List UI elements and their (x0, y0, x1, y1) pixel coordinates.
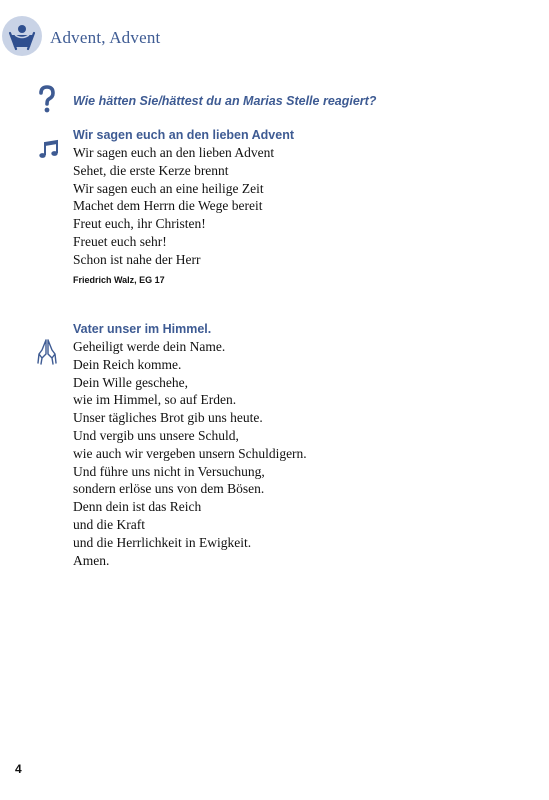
header-title: Advent, Advent (50, 28, 161, 47)
reflection-question: Wie hätten Sie/hättest du an Marias Stelle reagiert? (73, 94, 377, 108)
song-line: Freuet euch sehr! (73, 233, 167, 249)
song-line: Machet dem Herrn die Wege bereit (73, 198, 263, 214)
prayer-title: Vater unser im Himmel. (73, 322, 212, 336)
song-title: Wir sagen euch an den lieben Advent (73, 128, 294, 142)
prayer-line: Und führe uns nicht in Versuchung, (73, 463, 265, 479)
prayer-line: und die Kraft (73, 516, 145, 532)
song-line: Wir sagen euch an den lieben Advent (73, 145, 275, 160)
prayer-block (73, 321, 307, 569)
prayer-line: Geheiligt werde dein Name. (73, 339, 226, 354)
section-header (0, 14, 549, 64)
song-line: Sehet, die erste Kerze brennt (73, 162, 229, 178)
nativity-manger-icon (2, 16, 42, 56)
prayer-line: sondern erlöse uns von dem Bösen. (73, 481, 265, 497)
prayer-line: Dein Reich komme. (73, 356, 182, 372)
song-line: Schon ist nahe der Herr (73, 251, 201, 267)
prayer-line: wie im Himmel, so auf Erden. (73, 392, 237, 408)
song-source: Friedrich Walz, EG 17 (73, 274, 165, 285)
song-line: Freut euch, ihr Christen! (73, 216, 206, 232)
question-mark-icon (37, 85, 57, 115)
prayer-line: Unser tägliches Brot gib uns heute. (73, 410, 263, 426)
song-line: Wir sagen euch an eine heilige Zeit (73, 180, 264, 196)
prayer-line: Amen. (73, 552, 110, 568)
praying-hands-icon (36, 338, 58, 366)
prayer-line: Und vergib uns unsere Schuld, (73, 427, 239, 443)
music-note-icon (38, 139, 60, 161)
page-number: 4 (15, 762, 22, 776)
prayer-line: und die Herrlichkeit in Ewigkeit. (73, 534, 252, 550)
prayer-line: Denn dein ist das Reich (73, 499, 202, 515)
prayer-line: wie auch wir vergeben unsern Schuldigern. (73, 445, 307, 461)
prayer-line: Dein Wille geschehe, (73, 374, 189, 390)
song-block (73, 127, 294, 285)
